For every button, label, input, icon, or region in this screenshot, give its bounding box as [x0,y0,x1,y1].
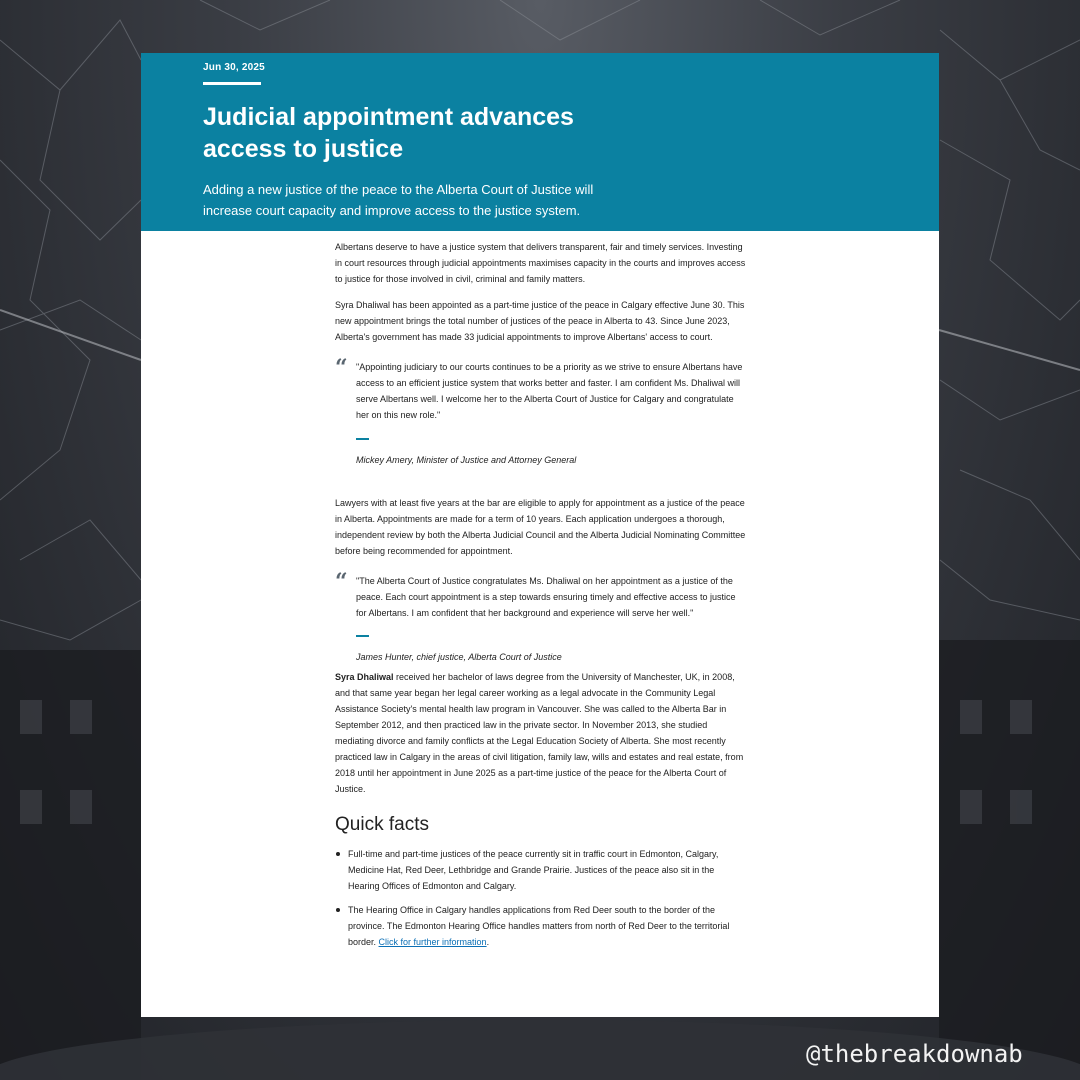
paragraph-intro: Albertans deserve to have a justice system that delivers transparent, fair and timely services. Investing in court resources through judicial appointments maximises capacity in the courts and improves access to justice for those involved in civil, criminal and family matters. [335,242,746,284]
watermark-handle: @thebreakdownab [806,1040,1023,1068]
quote-block-minister [335,355,747,468]
date-underline [203,82,261,85]
subtitle: Adding a new justice of the peace to the Alberta Court of Justice will increase court capacity and improve access to the justice system. [203,182,594,218]
further-information-link[interactable]: Click for further information [378,937,487,947]
quote-divider [356,438,369,440]
fact-end: . [486,937,490,947]
paragraph-appointment: Syra Dhaliwal has been appointed as a part-time justice of the peace in Calgary effective June 30. This new appointment brings the total number of justices of the peace in Alberta to 43. Since June 2023, Alberta's government has made 33 judicial appointments to improve Albertans' access to court. [335,300,745,342]
article-body [335,239,747,950]
fact-text: The Hearing Office in Calgary handles applications from Red Deer south to the border of the province. The Edmonton Hearing Office handles matters from north of Red Deer to the territorial border. [348,905,730,947]
quote-block-chief-justice [335,569,747,665]
quote-text: "The Alberta Court of Justice congratulates Ms. Dhaliwal on her appointment as a justice of the peace. Each court appointment is a step towards ensuring timely and effective access to justice for Albertans. I am confident that her background and experience will serve her well." [356,576,736,618]
quote-text: "Appointing judiciary to our courts continues to be a priority as we strive to ensure Albertans have access to an efficient justice system that works better and faster. I am confident Ms. Dhaliwal will serve Albertans well. I welcome her to the Alberta Court of Justice for Calgary and congratulate her on this new role." [356,362,743,420]
publish-date: Jun 30, 2025 [203,62,265,73]
list-item [335,846,747,894]
quote-mark-icon: “ [335,355,348,381]
bio-name: Syra Dhaliwal [335,672,394,682]
news-release-page [141,53,939,1017]
quote-divider [356,635,369,637]
quick-facts-heading: Quick facts [335,814,429,835]
quote-mark-icon: “ [335,569,348,595]
bio-text: received her bachelor of laws degree from the University of Manchester, UK, in 2008, and that same year began her legal career working as a legal advocate in the Community Legal Assistance Society's mental health law program in Vancouver. She was called to the Alberta Bar in September 2012, and then practiced law in the private sector. In November 2013, she studied mediating divorce and family conflicts at the Legal Education Society of Alberta. She most recently practiced law in Calgary in the areas of civil litigation, family law, wills and estates and real estate, from 2018 until her appointment in June 2025 as a part-time justice of the peace for the Alberta Court of Justice. [335,672,744,794]
title-line-1: Judicial appointment advances [203,103,574,131]
paragraph-biography [335,669,747,797]
quote-attribution: Mickey Amery, Minister of Justice and Attorney General [356,455,577,465]
bullet-icon [336,908,340,912]
page-title [203,101,633,165]
quote-attribution: James Hunter, chief justice, Alberta Court of Justice [356,652,562,662]
title-line-2: access to justice [203,135,404,163]
list-item [335,902,747,950]
hero-banner [141,53,939,231]
quick-facts-list [335,846,747,950]
bullet-icon [336,852,340,856]
fact-text: Full-time and part-time justices of the peace currently sit in traffic court in Edmonton, Calgary, Medicine Hat, Red Deer, Lethbridge and Grande Prairie. Justices of the peace also sit in the Hearing Offices of Edmonton and Calgary. [348,849,719,891]
paragraph-eligibility: Lawyers with at least five years at the bar are eligible to apply for appointment as a justice of the peace in Alberta. Appointments are made for a term of 10 years. Each application undergoes a thorough, independent review by both the Alberta Judicial Council and the Alberta Judicial Nominating Committee before being recommended for appointment. [335,498,746,556]
